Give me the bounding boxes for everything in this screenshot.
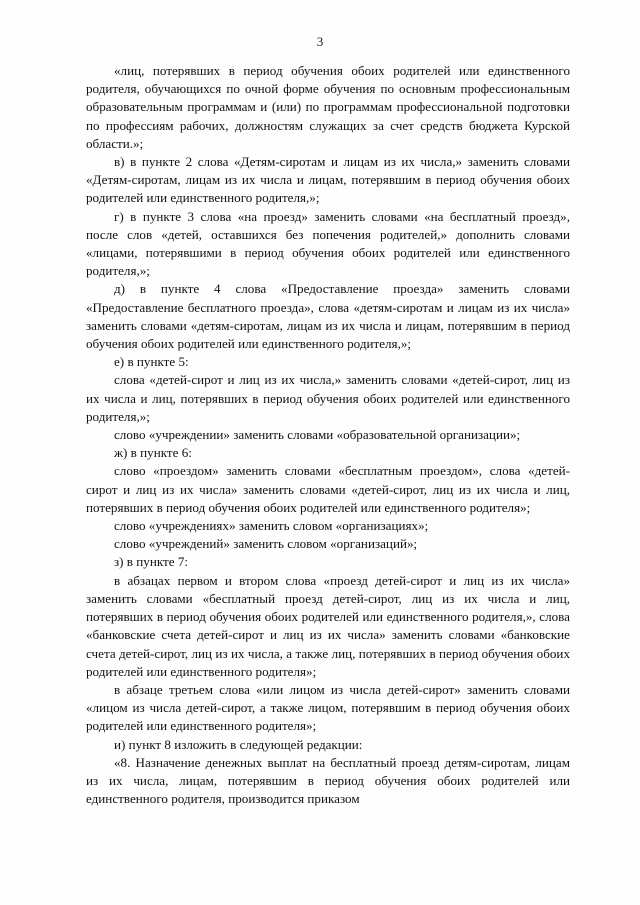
paragraph-item-z: з) в пункте 7: — [114, 554, 189, 570]
paragraph-item-zh-3: слово «учреждений» заменить словом «организаций»; — [114, 536, 418, 552]
paragraph-item-z-2: в абзаце третьем слова «или лицом из числа детей-сирот» заменить словами «лицом из числа детей-сирот, а также лицом, потерявшим в период обучения обоих родителей или единственного родителя»; — [86, 681, 570, 734]
paragraph-item-zh-1: слово «проездом» заменить словами «бесплатным проездом», слова «детей-сирот и лиц из их числа» заменить словами «детей-сирот, лиц из их числа и лиц, потерявших в период обучения обоих родителей или единственного родителя»; — [86, 463, 570, 515]
paragraph-item-zh-2: слово «учреждениях» заменить словом «организациях»; — [114, 518, 429, 534]
document-body — [86, 62, 570, 808]
paragraph-item-e-1: слова «детей-сирот и лиц из их числа,» заменить словами «детей-сирот, лиц из их числа и лиц, потерявших в период обучения обоих родителей или единственного родителя,»; — [86, 372, 570, 424]
paragraph-item-v: в) в пункте 2 слова «Детям-сиротам и лицам из их числа,» заменить словами «Детям-сиротам, лицам из их числа и лицам, потерявшим в период обучения обоих родителей или единственного родителя,»; — [86, 154, 570, 206]
paragraph-item-z-1: в абзацах первом и втором слова «проезд детей-сирот и лиц из их числа» заменить словами «бесплатный проезд детей-сирот, лиц из их числа и лиц, потерявших в период обучения обоих родителей или единственного родителя,», слова «банковские счета детей-сирот и лиц из их числа» заменить словами «банковские счета детей-сирот, лиц из их числа, а также лиц, потерявших в период обучения обоих родителей или единственного родителя»; — [86, 572, 570, 679]
paragraph-item-zh: ж) в пункте 6: — [114, 445, 192, 461]
paragraph-item-g: г) в пункте 3 слова «на проезд» заменить словами «на бесплатный проезд», после слов «детей, оставшихся без попечения родителей,» дополнить словами «лицами, потерявшими в период обучения обоих родителей или единственного родителя,»; — [86, 208, 570, 279]
paragraph-item-i: и) пункт 8 изложить в следующей редакции: — [114, 736, 363, 752]
paragraph-item-e-2: слово «учреждении» заменить словами «образовательной организации»; — [114, 427, 521, 443]
paragraph-continuation: «лиц, потерявших в период обучения обоих родителей или единственного родителя, обучающихся по очной форме обучения по основным профессиональным образовательным программам и (или) по программам профессиональной подготовки по профессиям рабочих, должностям служащих за счет средств бюджета Курской области.»; — [86, 63, 570, 151]
page-number: 3 — [316, 34, 324, 49]
paragraph-item-d: д) в пункте 4 слова «Предоставление проезда» заменить словами «Предоставление бесплатного проезда», слова «детям-сиротам и лицам из их числа» заменить словами «детям-сиротам, лицам из их числа и лицам, потерявшим в период обучения обоих родителей или единственного родителя,»; — [86, 281, 570, 352]
paragraph-item-e: е) в пункте 5: — [114, 354, 189, 370]
paragraph-item-8: «8. Назначение денежных выплат на бесплатный проезд детям-сиротам, лицам из их числа, лицам, потерявшим в период обучения обоих родителей или единственного родителя, производится приказом — [86, 754, 570, 807]
